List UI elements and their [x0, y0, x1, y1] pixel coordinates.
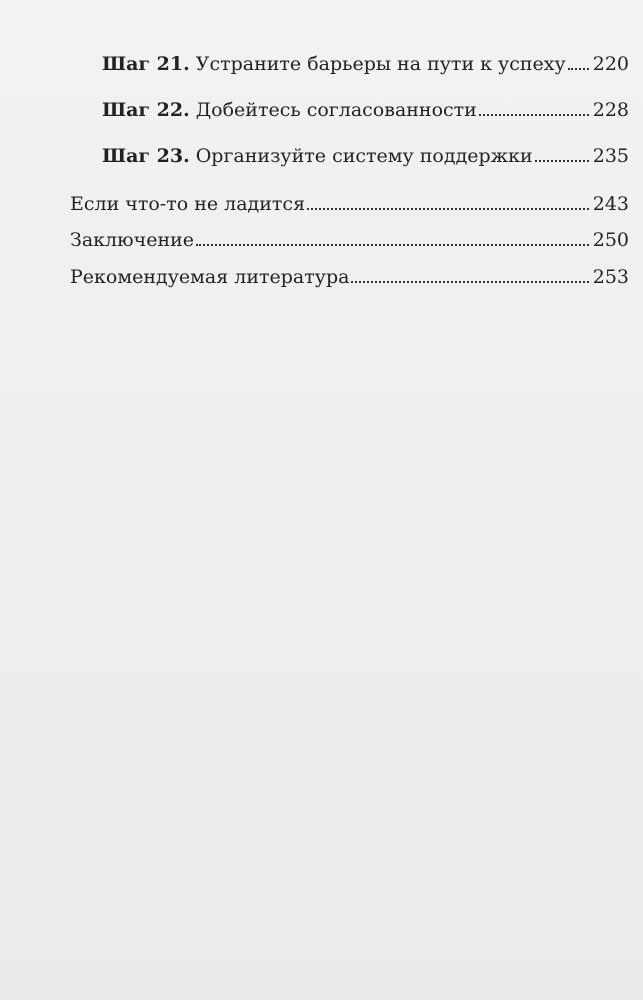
toc-step-label: Шаг 23.: [102, 145, 190, 167]
toc-page-number: 250: [592, 229, 629, 251]
toc-page-number: 220: [592, 53, 629, 75]
toc-entry-title: Организуйте систему поддержки: [195, 145, 533, 167]
toc-dot-leader: [196, 244, 589, 246]
toc-dot-leader: [535, 160, 589, 162]
toc-entry-title: Если что-то не ладится: [70, 193, 306, 215]
toc-entry-literature: [70, 267, 629, 288]
toc-entry-conclusion: [70, 230, 629, 251]
toc-page-number: 228: [592, 99, 629, 121]
toc-dot-leader: [568, 68, 589, 70]
toc-step-label: Шаг 21.: [102, 53, 190, 75]
toc-dot-leader: [351, 281, 588, 283]
toc-entry-title: Добейтесь согласованности: [195, 99, 477, 121]
toc-page-number: 253: [592, 266, 629, 288]
toc-entry-step-22: [102, 100, 629, 121]
toc-entry-title: Устраните барьеры на пути к успеху: [195, 53, 566, 75]
toc-step-label: Шаг 22.: [102, 99, 190, 121]
toc-entry-title: Рекомендуемая литература: [70, 266, 350, 288]
toc-dot-leader: [307, 208, 589, 210]
toc-page-number: 235: [592, 145, 629, 167]
toc-page-number: 243: [592, 193, 629, 215]
toc-dot-leader: [479, 114, 589, 116]
toc-entry-troubleshooting: [70, 194, 629, 215]
toc-entry-step-21: [102, 54, 629, 75]
toc-entry-step-23: [102, 146, 629, 167]
toc-entry-title: Заключение: [70, 229, 195, 251]
